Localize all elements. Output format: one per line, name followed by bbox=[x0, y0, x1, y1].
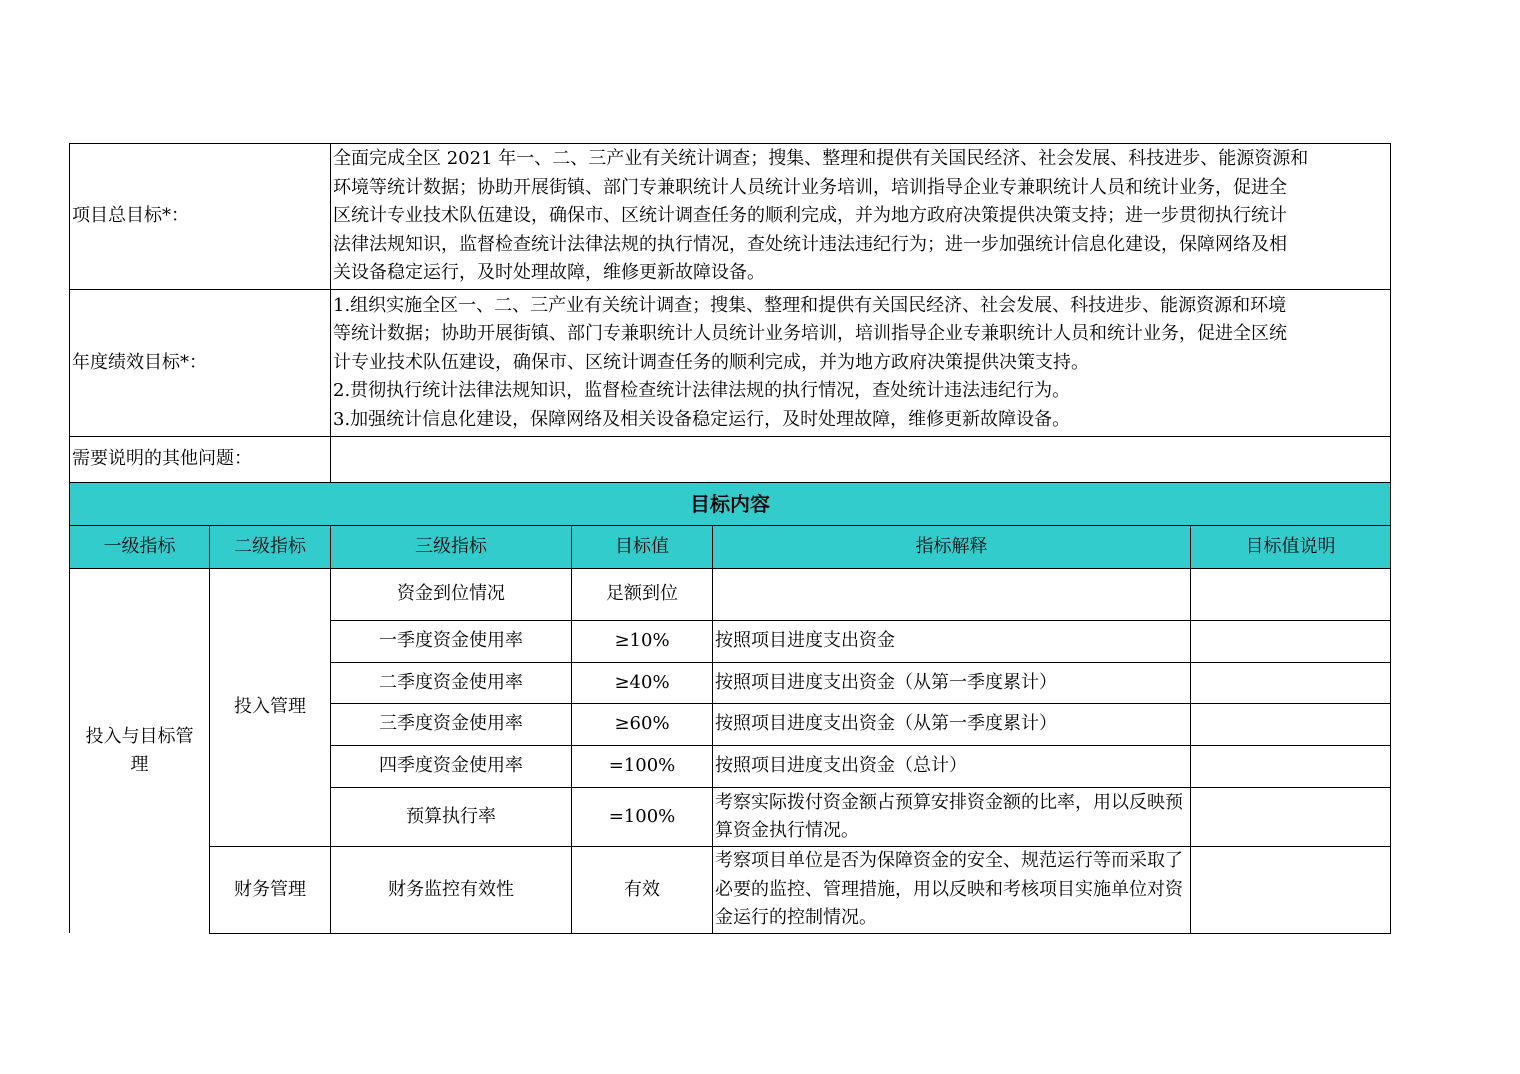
annual-goal-label: 年度绩效目标*： bbox=[70, 290, 331, 437]
other-issues-row bbox=[70, 437, 1391, 483]
annual-goal-line: 计专业技术队伍建设，确保市、区统计调查任务的顺利完成，并为地方政府决策提供决策支持。 bbox=[333, 351, 1089, 373]
other-issues-label: 需要说明的其他问题： bbox=[70, 437, 331, 483]
annual-goal-line: 等统计数据；协助开展街镇、部门专兼职统计人员统计业务培训，培训指导企业专兼职统计人员和统计业务，促进全区统 bbox=[333, 323, 1287, 345]
level1-cell: 投入与目标管理 bbox=[70, 569, 210, 934]
level2-cell: 投入管理 bbox=[210, 569, 331, 847]
annual-goal-row bbox=[70, 290, 1391, 437]
table-row bbox=[70, 847, 1391, 934]
value-note-cell bbox=[1191, 847, 1391, 934]
level3-cell: 二季度资金使用率 bbox=[331, 663, 572, 704]
annual-goal-line: 1.组织实施全区一、二、三产业有关统计调查；搜集、整理和提供有关国民经济、社会发展、科技进步、能源资源和环境 bbox=[333, 294, 1287, 316]
explanation-cell: 按照项目进度支出资金（从第一季度累计） bbox=[713, 704, 1191, 746]
target-value-cell: ≥10% bbox=[572, 621, 713, 663]
section-title: 目标内容 bbox=[70, 483, 1391, 526]
explanation-cell: 考察实际拨付资金额占预算安排资金额的比率，用以反映预算资金执行情况。 bbox=[713, 788, 1191, 847]
explanation-cell: 按照项目进度支出资金（总计） bbox=[713, 746, 1191, 788]
table-row bbox=[70, 569, 1391, 621]
level3-cell: 财务监控有效性 bbox=[331, 847, 572, 934]
header-level1: 一级指标 bbox=[70, 526, 210, 569]
target-value-cell: ≥40% bbox=[572, 663, 713, 704]
overall-goal-line: 法律法规知识，监督检查统计法律法规的执行情况，查处统计违法违纪行为；进一步加强统计信息化建设，保障网络及相 bbox=[333, 233, 1287, 255]
overall-goal-line: 区统计专业技术队伍建设，确保市、区统计调查任务的顺利完成，并为地方政府决策提供决策支持；进一步贯彻执行统计 bbox=[333, 205, 1287, 227]
target-value-cell: ≥60% bbox=[572, 704, 713, 746]
header-value-note: 目标值说明 bbox=[1191, 526, 1391, 569]
overall-goal-line: 关设备稳定运行，及时处理故障，维修更新故障设备。 bbox=[333, 262, 765, 284]
header-level3: 三级指标 bbox=[331, 526, 572, 569]
level3-cell: 三季度资金使用率 bbox=[331, 704, 572, 746]
annual-goal-line: 2.贯彻执行统计法律法规知识，监督检查统计法律法规的执行情况，查处统计违法违纪行为。 bbox=[333, 380, 1071, 402]
target-value-cell: 足额到位 bbox=[572, 569, 713, 621]
value-note-cell bbox=[1191, 704, 1391, 746]
target-value-cell: =100% bbox=[572, 788, 713, 847]
overall-goal-text bbox=[331, 144, 1391, 290]
level3-cell: 一季度资金使用率 bbox=[331, 621, 572, 663]
section-title-row bbox=[70, 483, 1391, 526]
performance-target-sheet bbox=[69, 143, 1390, 934]
header-level2: 二级指标 bbox=[210, 526, 331, 569]
level2-cell: 财务管理 bbox=[210, 847, 331, 934]
value-note-cell bbox=[1191, 663, 1391, 704]
header-explanation: 指标解释 bbox=[713, 526, 1191, 569]
other-issues-value bbox=[331, 437, 1391, 483]
level3-cell: 资金到位情况 bbox=[331, 569, 572, 621]
explanation-cell: 按照项目进度支出资金（从第一季度累计） bbox=[713, 663, 1191, 704]
target-value-cell: =100% bbox=[572, 746, 713, 788]
annual-goal-line: 3.加强统计信息化建设，保障网络及相关设备稳定运行，及时处理故障，维修更新故障设备。 bbox=[333, 408, 1071, 430]
level3-cell: 四季度资金使用率 bbox=[331, 746, 572, 788]
value-note-cell bbox=[1191, 621, 1391, 663]
level3-cell: 预算执行率 bbox=[331, 788, 572, 847]
header-target-value: 目标值 bbox=[572, 526, 713, 569]
annual-goal-text bbox=[331, 290, 1391, 437]
explanation-cell: 按照项目进度支出资金 bbox=[713, 621, 1191, 663]
explanation-cell bbox=[713, 569, 1191, 621]
value-note-cell bbox=[1191, 746, 1391, 788]
overall-goal-line: 环境等统计数据；协助开展街镇、部门专兼职统计人员统计业务培训，培训指导企业专兼职统计人员和统计业务，促进全 bbox=[333, 176, 1287, 198]
overall-goal-label: 项目总目标*： bbox=[70, 144, 331, 290]
value-note-cell bbox=[1191, 569, 1391, 621]
column-header-row bbox=[70, 526, 1391, 569]
overall-goal-line: 全面完成全区 2021 年一、二、三产业有关统计调查；搜集、整理和提供有关国民经济、社会发展、科技进步、能源资源和 bbox=[333, 148, 1309, 170]
explanation-cell: 考察项目单位是否为保障资金的安全、规范运行等而采取了必要的监控、管理措施，用以反映和考核项目实施单位对资金运行的控制情况。 bbox=[713, 847, 1191, 934]
value-note-cell bbox=[1191, 788, 1391, 847]
target-value-cell: 有效 bbox=[572, 847, 713, 934]
target-table bbox=[69, 143, 1391, 934]
overall-goal-row bbox=[70, 144, 1391, 290]
